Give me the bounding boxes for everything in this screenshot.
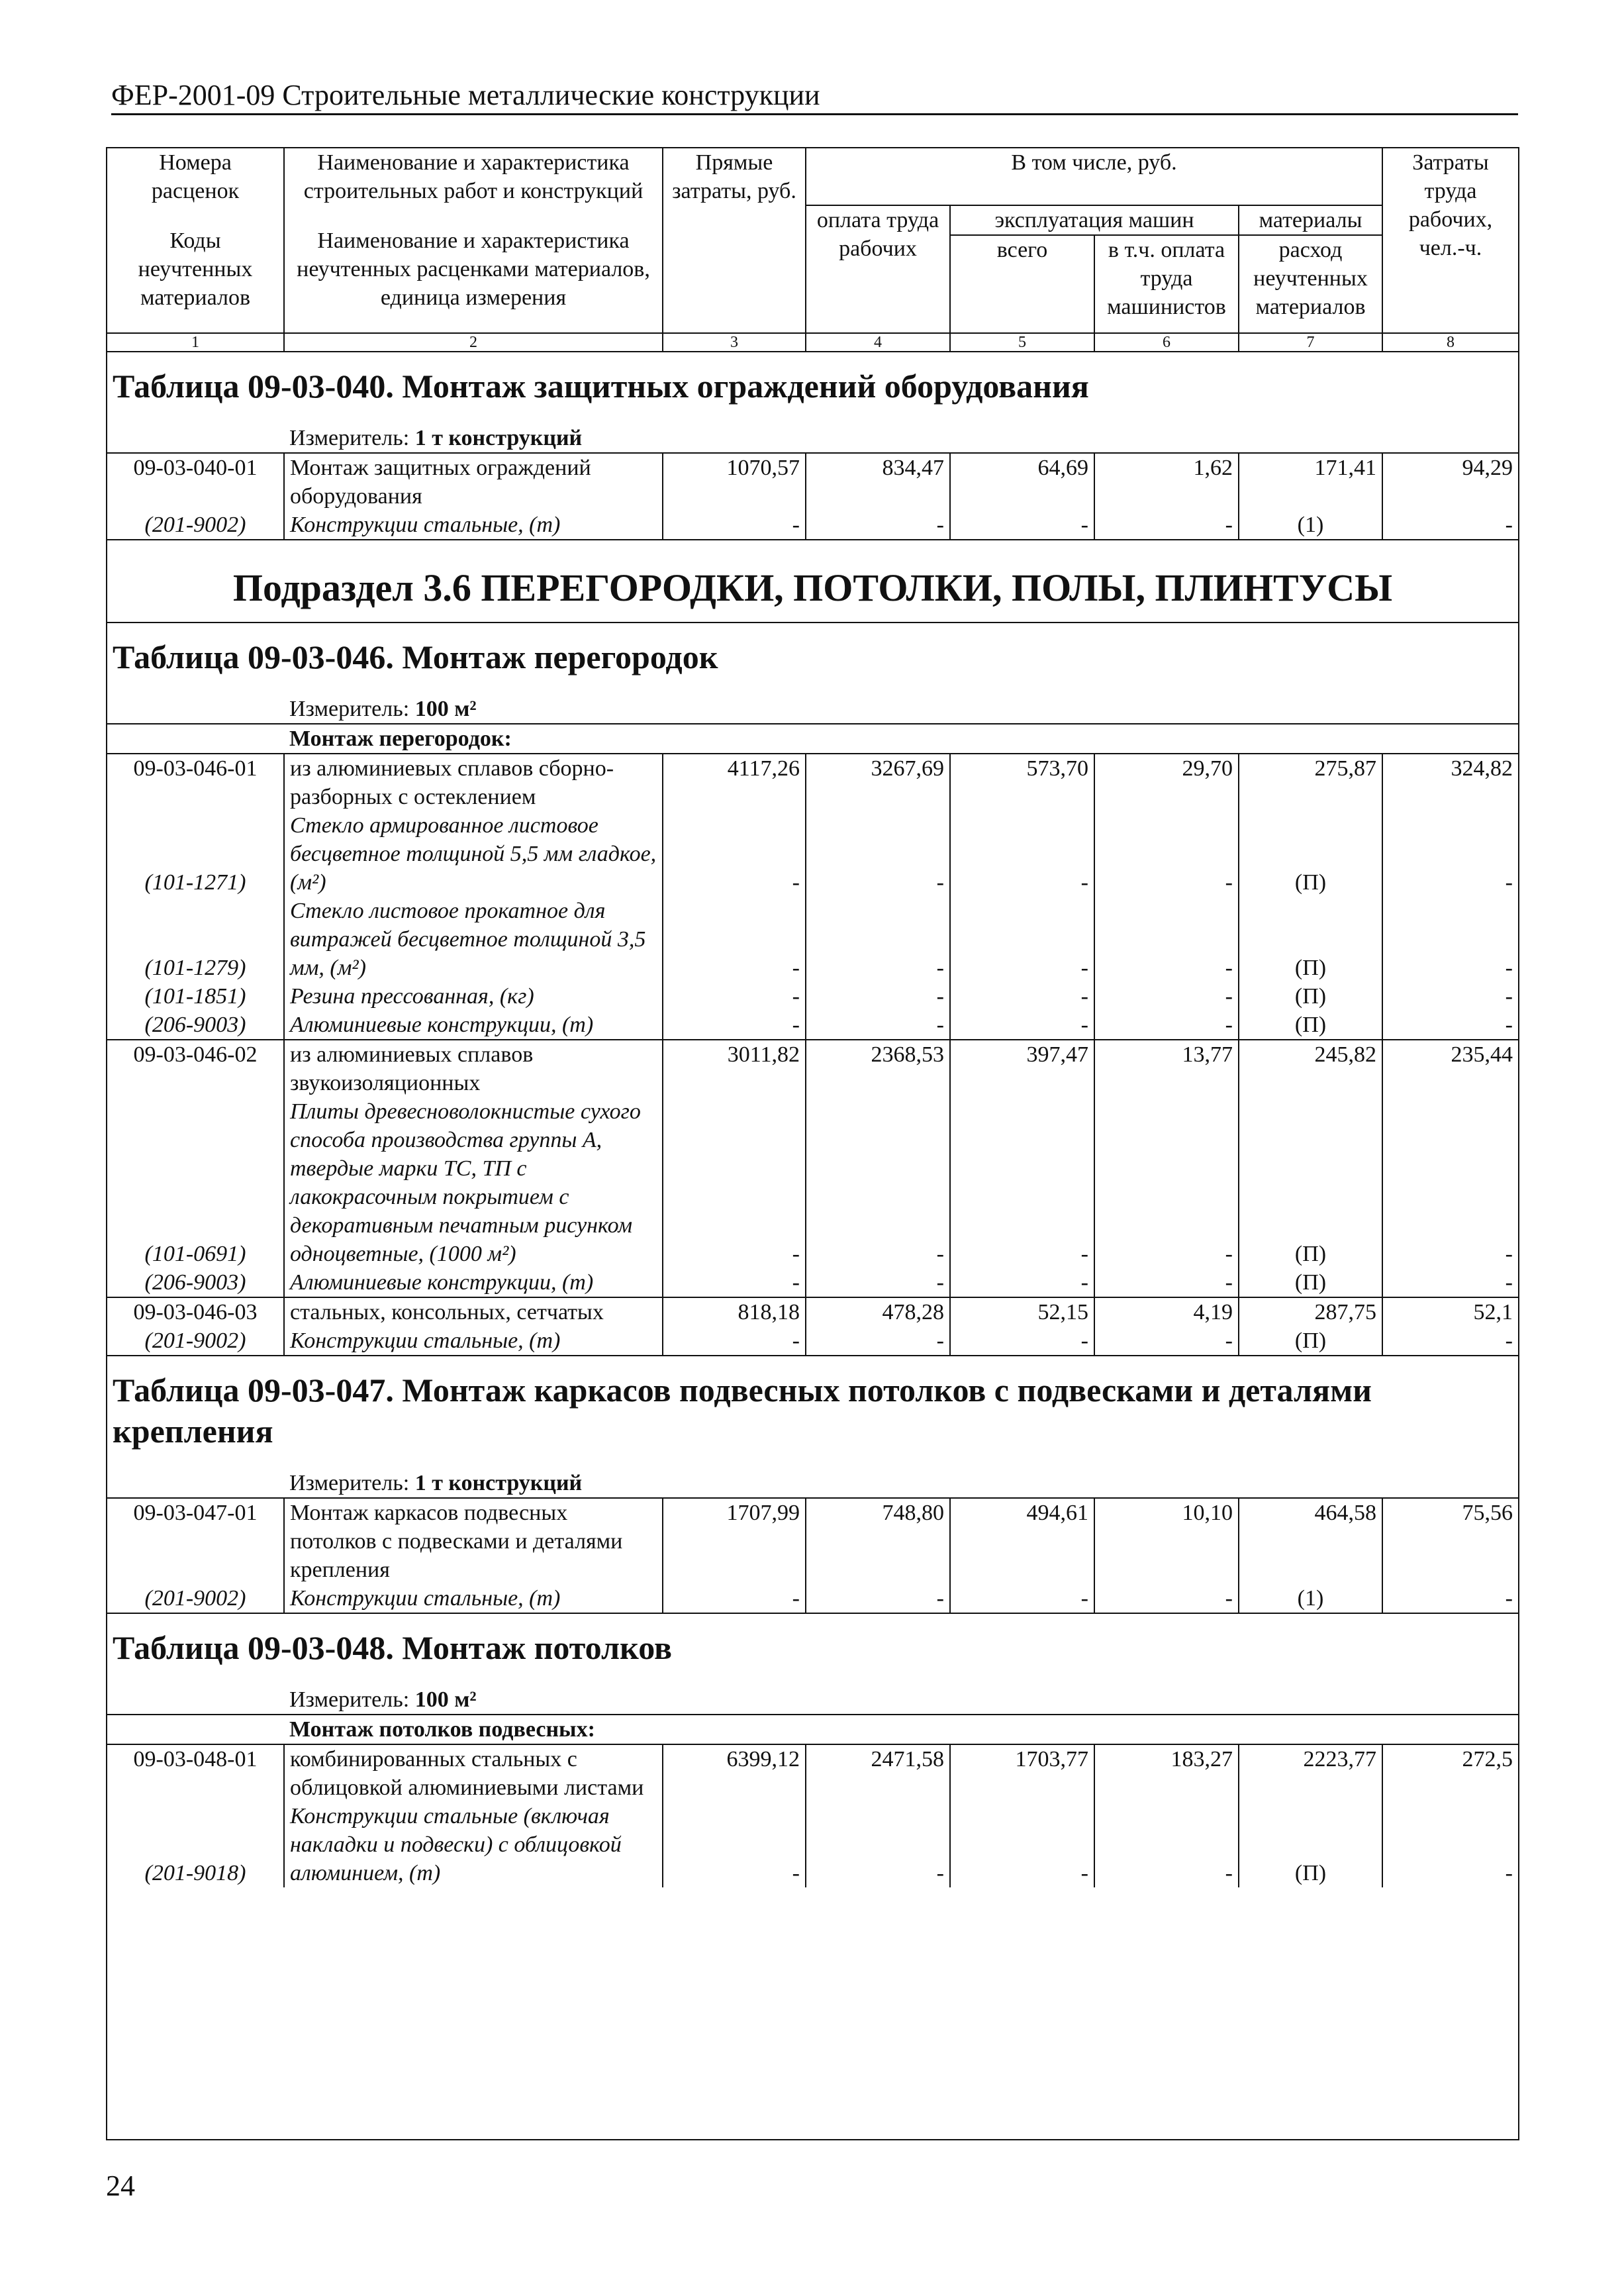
table-title-row	[107, 1356, 1519, 1462]
col1-header-bottom: Коды неучтенных материалов	[107, 205, 284, 333]
material-row	[107, 1097, 1519, 1268]
materials-cost: (П)	[1239, 1802, 1382, 1887]
direct-cost: 3011,82	[663, 1040, 806, 1097]
material-row	[107, 897, 1519, 982]
labor-cost: -	[806, 1584, 950, 1613]
rate-row	[107, 1744, 1519, 1802]
labor-cost: -	[806, 1326, 950, 1356]
materials-cost: (П)	[1239, 982, 1382, 1011]
machinists-cost: 10,10	[1094, 1498, 1239, 1584]
direct-cost: -	[663, 511, 806, 540]
material-code: (201-9018)	[107, 1802, 284, 1887]
material-code: (201-9002)	[107, 1326, 284, 1356]
labor-cost: -	[806, 811, 950, 897]
group-spacer	[107, 724, 284, 754]
direct-cost: -	[663, 982, 806, 1011]
column-number: 2	[284, 333, 663, 352]
material-name: Конструкции стальные, (т)	[284, 511, 663, 540]
materials-cost: (П)	[1239, 1326, 1382, 1356]
material-name: Плиты древесноволокнистые сухого способа производства группы А, твердые марки ТС, ТП с лакокрасочным покрытием с декоративным печатным рисунком одноцветные, (1000 м²)	[284, 1097, 663, 1268]
machines-total: -	[950, 511, 1094, 540]
machines-total: 397,47	[950, 1040, 1094, 1097]
measurement-row	[107, 1462, 1519, 1498]
header-row-1	[107, 148, 1519, 205]
labor-cost: -	[806, 511, 950, 540]
col8-header: Затраты труда рабочих, чел.-ч.	[1382, 148, 1519, 333]
machines-total: -	[950, 1326, 1094, 1356]
material-code: (101-1851)	[107, 982, 284, 1011]
direct-cost: 1707,99	[663, 1498, 806, 1584]
labor-cost: -	[806, 1097, 950, 1268]
labor-hours: -	[1382, 1326, 1519, 1356]
labor-hours: -	[1382, 811, 1519, 897]
machinists-cost: -	[1094, 1011, 1239, 1040]
materials-cost: (П)	[1239, 1268, 1382, 1297]
materials-cost: 245,82	[1239, 1040, 1382, 1097]
table-title: Таблица 09-03-048. Монтаж потолков	[107, 1613, 1519, 1679]
labor-cost: -	[806, 1802, 950, 1887]
rate-name: из алюминиевых сплавов звукоизоляционных	[284, 1040, 663, 1097]
machines-total: 1703,77	[950, 1744, 1094, 1802]
materials-cost: (П)	[1239, 1097, 1382, 1268]
direct-cost: -	[663, 1584, 806, 1613]
materials-cost: 287,75	[1239, 1297, 1382, 1326]
direct-cost: -	[663, 1326, 806, 1356]
column-number: 6	[1094, 333, 1239, 352]
table-title: Таблица 09-03-040. Монтаж защитных ограждений оборудования	[107, 352, 1519, 417]
col2-header-top: Наименование и характеристика строительных работ и конструкций	[284, 148, 663, 205]
labor-cost: 2368,53	[806, 1040, 950, 1097]
rate-row	[107, 1040, 1519, 1097]
rate-name: из алюминиевых сплавов сборно-разборных с остеклением	[284, 754, 663, 811]
price-table	[106, 147, 1519, 2140]
material-name: Стекло армированное листовое бесцветное толщиной 5,5 мм гладкое, (м²)	[284, 811, 663, 897]
material-row	[107, 1326, 1519, 1356]
column-number: 8	[1382, 333, 1519, 352]
col5-header: всего	[950, 235, 1094, 333]
rate-name: стальных, консольных, сетчатых	[284, 1297, 663, 1326]
materials-header: материалы	[1239, 205, 1382, 235]
table-title: Таблица 09-03-046. Монтаж перегородок	[107, 623, 1519, 688]
column-number: 7	[1239, 333, 1382, 352]
measurement-row	[107, 1679, 1519, 1715]
rate-code: 09-03-048-01	[107, 1744, 284, 1802]
direct-cost: -	[663, 1268, 806, 1297]
materials-cost: (П)	[1239, 897, 1382, 982]
direct-cost: 818,18	[663, 1297, 806, 1326]
direct-cost: 4117,26	[663, 754, 806, 811]
measurement-unit	[284, 688, 1519, 724]
material-name: Конструкции стальные (включая накладки и подвески) с облицовкой алюминием, (т)	[284, 1802, 663, 1887]
machines-total: 573,70	[950, 754, 1094, 811]
rate-code: 09-03-047-01	[107, 1498, 284, 1584]
col1-header-top: Номера расценок	[107, 148, 284, 205]
measurement-value: 1 т конструкций	[414, 1471, 583, 1495]
rate-code: 09-03-046-03	[107, 1297, 284, 1326]
direct-cost: -	[663, 1011, 806, 1040]
group-title-row	[107, 724, 1519, 754]
machinists-cost: -	[1094, 1097, 1239, 1268]
page-header: ФЕР-2001-09 Строительные металлические конструкции	[111, 78, 1518, 115]
rate-row	[107, 1297, 1519, 1326]
rate-name: Монтаж каркасов подвесных потолков с подвесками и деталями крепления	[284, 1498, 663, 1584]
labor-hours: -	[1382, 982, 1519, 1011]
direct-cost: 1070,57	[663, 453, 806, 511]
material-name: Стекло листовое прокатное для витражей бесцветное толщиной 3,5 мм, (м²)	[284, 897, 663, 982]
group-title: Монтаж потолков подвесных:	[284, 1715, 1519, 1744]
labor-hours: 235,44	[1382, 1040, 1519, 1097]
table-title: Таблица 09-03-047. Монтаж каркасов подвесных потолков с подвесками и деталями крепления	[107, 1356, 1519, 1462]
labor-cost: 3267,69	[806, 754, 950, 811]
labor-cost: 478,28	[806, 1297, 950, 1326]
machinists-cost: 29,70	[1094, 754, 1239, 811]
labor-cost: 834,47	[806, 453, 950, 511]
material-name: Конструкции стальные, (т)	[284, 1584, 663, 1613]
table-title-row	[107, 1613, 1519, 1679]
measurement-unit	[284, 1462, 1519, 1498]
group-spacer	[107, 1715, 284, 1744]
machinists-cost: -	[1094, 1268, 1239, 1297]
machinists-cost: -	[1094, 1326, 1239, 1356]
labor-cost: -	[806, 982, 950, 1011]
measurement-label: Измеритель:	[289, 1471, 410, 1495]
direct-cost: -	[663, 1802, 806, 1887]
labor-hours: 75,56	[1382, 1498, 1519, 1584]
materials-cost: (1)	[1239, 511, 1382, 540]
header-row-2	[107, 205, 1519, 235]
measurement-row	[107, 417, 1519, 453]
machines-total: 494,61	[950, 1498, 1094, 1584]
material-code: (206-9003)	[107, 1011, 284, 1040]
machinists-cost: 13,77	[1094, 1040, 1239, 1097]
machines-total: 52,15	[950, 1297, 1094, 1326]
direct-cost: 6399,12	[663, 1744, 806, 1802]
page-number: 24	[106, 2170, 135, 2202]
machinists-cost: -	[1094, 811, 1239, 897]
material-row	[107, 1584, 1519, 1613]
measurement-value: 100 м²	[414, 697, 477, 721]
material-code: (101-0691)	[107, 1097, 284, 1268]
group-title: Монтаж перегородок:	[284, 724, 1519, 754]
column-number: 1	[107, 333, 284, 352]
materials-cost: (П)	[1239, 1011, 1382, 1040]
direct-cost: -	[663, 897, 806, 982]
material-row	[107, 1802, 1519, 1887]
machinists-cost: 1,62	[1094, 453, 1239, 511]
column-number: 4	[806, 333, 950, 352]
machines-total: -	[950, 1097, 1094, 1268]
materials-cost: 464,58	[1239, 1498, 1382, 1584]
material-name: Конструкции стальные, (т)	[284, 1326, 663, 1356]
direct-cost: -	[663, 811, 806, 897]
column-number: 5	[950, 333, 1094, 352]
machinists-cost: -	[1094, 1584, 1239, 1613]
labor-hours: -	[1382, 897, 1519, 982]
material-name: Алюминиевые конструкции, (т)	[284, 1268, 663, 1297]
col3-header: Прямые затраты, руб.	[663, 148, 806, 333]
rate-code: 09-03-046-02	[107, 1040, 284, 1097]
material-code: (201-9002)	[107, 511, 284, 540]
table-title-row	[107, 352, 1519, 417]
column-numbers-row	[107, 333, 1519, 352]
measurement-label: Измеритель:	[289, 697, 410, 721]
machines-total: -	[950, 982, 1094, 1011]
measurement-spacer	[107, 1462, 284, 1498]
machines-total: -	[950, 811, 1094, 897]
col7-header: расход неучтенных материалов	[1239, 235, 1382, 333]
measurement-value: 1 т конструкций	[414, 426, 583, 450]
table-title-row	[107, 623, 1519, 688]
measurement-unit	[284, 417, 1519, 453]
material-row	[107, 811, 1519, 897]
labor-hours: 272,5	[1382, 1744, 1519, 1802]
subsection-title-row	[107, 540, 1519, 623]
material-code: (101-1271)	[107, 811, 284, 897]
measurement-label: Измеритель:	[289, 426, 410, 450]
machines-total: 64,69	[950, 453, 1094, 511]
machinists-cost: 183,27	[1094, 1744, 1239, 1802]
measurement-value: 100 м²	[414, 1687, 477, 1712]
rate-row	[107, 754, 1519, 811]
machinists-cost: -	[1094, 1802, 1239, 1887]
material-name: Резина прессованная, (кг)	[284, 982, 663, 1011]
measurement-spacer	[107, 417, 284, 453]
machinists-cost: 4,19	[1094, 1297, 1239, 1326]
group-title-row	[107, 1715, 1519, 1744]
group-header: В том числе, руб.	[806, 148, 1382, 205]
labor-hours: 324,82	[1382, 754, 1519, 811]
machinists-cost: -	[1094, 511, 1239, 540]
labor-hours: -	[1382, 1268, 1519, 1297]
materials-cost: 275,87	[1239, 754, 1382, 811]
labor-hours: -	[1382, 1802, 1519, 1887]
materials-cost: (П)	[1239, 811, 1382, 897]
labor-hours: -	[1382, 511, 1519, 540]
machines-total: -	[950, 1268, 1094, 1297]
materials-cost: 2223,77	[1239, 1744, 1382, 1802]
labor-hours: -	[1382, 1011, 1519, 1040]
labor-cost: -	[806, 897, 950, 982]
labor-hours: -	[1382, 1584, 1519, 1613]
filler-cell	[107, 1887, 1519, 2140]
material-code: (206-9003)	[107, 1268, 284, 1297]
measurement-spacer	[107, 688, 284, 724]
machines-header: эксплуатация машин	[950, 205, 1239, 235]
machines-total: -	[950, 1011, 1094, 1040]
machinists-cost: -	[1094, 982, 1239, 1011]
labor-hours: -	[1382, 1097, 1519, 1268]
material-name: Алюминиевые конструкции, (т)	[284, 1011, 663, 1040]
machines-total: -	[950, 1584, 1094, 1613]
col4-header: оплата труда рабочих	[806, 205, 950, 333]
rate-row	[107, 453, 1519, 511]
measurement-row	[107, 688, 1519, 724]
material-row	[107, 511, 1519, 540]
col6-header: в т.ч. оплата труда машинистов	[1094, 235, 1239, 333]
rate-name: Монтаж защитных ограждений оборудования	[284, 453, 663, 511]
material-code: (101-1279)	[107, 897, 284, 982]
machines-total: -	[950, 897, 1094, 982]
materials-cost: (1)	[1239, 1584, 1382, 1613]
rate-name: комбинированных стальных с облицовкой алюминиевыми листами	[284, 1744, 663, 1802]
rate-row	[107, 1498, 1519, 1584]
material-row	[107, 982, 1519, 1011]
machinists-cost: -	[1094, 897, 1239, 982]
material-row	[107, 1011, 1519, 1040]
labor-cost: 748,80	[806, 1498, 950, 1584]
column-number: 3	[663, 333, 806, 352]
machines-total: -	[950, 1802, 1094, 1887]
measurement-label: Измеритель:	[289, 1687, 410, 1712]
labor-cost: -	[806, 1011, 950, 1040]
labor-cost: 2471,58	[806, 1744, 950, 1802]
material-code: (201-9002)	[107, 1584, 284, 1613]
filler-row	[107, 1887, 1519, 2140]
labor-hours: 52,1	[1382, 1297, 1519, 1326]
rate-code: 09-03-046-01	[107, 754, 284, 811]
labor-hours: 94,29	[1382, 453, 1519, 511]
measurement-spacer	[107, 1679, 284, 1715]
direct-cost: -	[663, 1097, 806, 1268]
labor-cost: -	[806, 1268, 950, 1297]
rate-code: 09-03-040-01	[107, 453, 284, 511]
material-row	[107, 1268, 1519, 1297]
materials-cost: 171,41	[1239, 453, 1382, 511]
measurement-unit	[284, 1679, 1519, 1715]
subsection-title: Подраздел 3.6 ПЕРЕГОРОДКИ, ПОТОЛКИ, ПОЛЫ, ПЛИНТУСЫ	[107, 540, 1519, 623]
col2-header-bottom: Наименование и характеристика неучтенных расценками материалов, единица измерения	[284, 205, 663, 333]
